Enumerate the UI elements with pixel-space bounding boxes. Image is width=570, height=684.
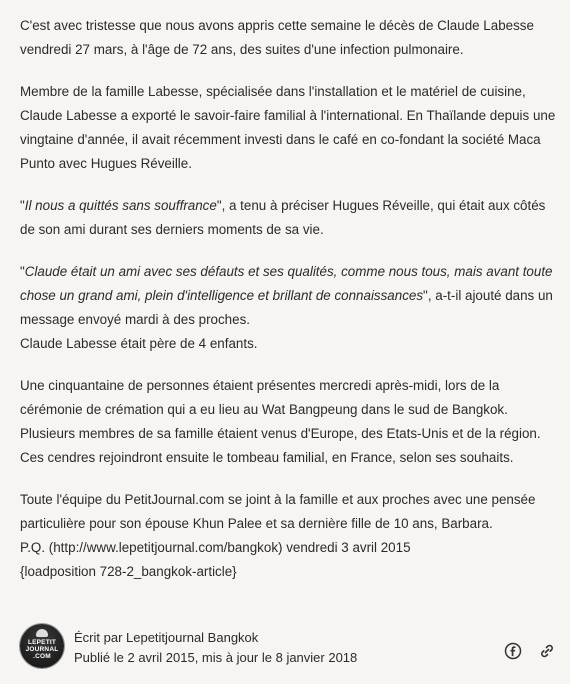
facebook-icon[interactable] [504,642,522,660]
team-message: Toute l'équipe du PetitJournal.com se joint à la famille et aux proches avec une pensée particulière pour son épouse Khun Palee et sa dernière fille de 10 ans, Barbara. [20,492,536,531]
logo-mark [36,629,48,637]
source-line: P.Q. (http://www.lepetitjournal.com/bangkok) vendredi 3 avril 2015 [20,540,411,555]
link-icon[interactable] [538,642,556,660]
loadposition-line: {loadposition 728-2_bangkok-article} [20,564,237,579]
paragraph-2: Membre de la famille Labesse, spécialisée dans l'installation et le matériel de cuisine, Claude Labesse a exporté le savoir-faire familial à l'international. En Thaïlande depuis une vingtaine d'année, il avait récemment investi dans le café en co-fondant la société Maca Punto avec Hugues Réveille. [20,84,556,171]
paragraph-6 [20,488,556,584]
quote-1: Il nous a quittés sans souffrance [24,198,217,213]
article-body [20,14,556,584]
quote-2: Claude était un ami avec ses défauts et ses qualités, comme nous tous, mais avant toute chose un grand ami, plein d'intelligence et brillant de connaissances [20,264,553,303]
paragraph-3: "Il nous a quittés sans souffrance", a tenu à préciser Hugues Réveille, qui était aux côtés de son ami durant ses derniers moments de sa vie. [20,198,546,237]
share-actions [504,642,556,660]
publish-dates: Publié le 2 avril 2015, mis à jour le 8 janvier 2018 [74,650,358,665]
paragraph-1: C'est avec tristesse que nous avons appris cette semaine le décès de Claude Labesse vendredi 27 mars, à l'âge de 72 ans, des suites d'une infection pulmonaire. [20,18,534,57]
quote-2-attribution: , a-t-il ajouté dans un message envoyé mardi à des proches. [20,288,553,327]
paragraph-4: "Claude était un ami avec ses défauts et ses qualités, comme nous tous, mais avant toute chose un grand ami, plein d'intelligence et brillant de connaissances", a-t-il ajouté dans un message envoyé mardi à des proches. Claude Labesse était père de 4 enfants. [20,264,553,351]
quote-1-attribution: , a tenu à préciser Hugues Réveille, qui était aux côtés de son ami durant ses derniers moments de sa vie. [20,198,546,237]
author-avatar[interactable] [20,624,64,668]
author-line: Écrit par Lepetitjournal Bangkok [74,630,259,645]
paragraph-5: Une cinquantaine de personnes étaient présentes mercredi après-midi, lors de la cérémonie de crémation qui a eu lieu au Wat Bangpeung dans le sud de Bangkok. Plusieurs membres de sa famille étaient venus d'Europe, des Etats-Unis et de la région. Ces cendres rejoindront ensuite le tombeau familial, en France, selon ses souhaits. [20,378,541,465]
children-line: Claude Labesse était père de 4 enfants. [20,336,258,351]
logo-text: LEPETIT JOURNAL .COM [25,639,59,660]
byline [20,624,560,674]
